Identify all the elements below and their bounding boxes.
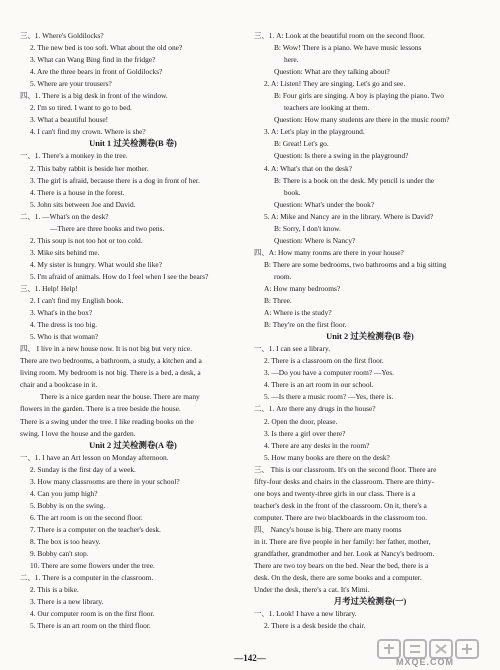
text-line: fifty-four desks and chairs in the classroom. There are thirty- bbox=[254, 476, 435, 486]
text-line: 2. Open the door, please. bbox=[264, 416, 338, 426]
text-line: 8. The box is too heavy. bbox=[30, 536, 101, 546]
text-line: grandfather, grandmother and her. Look at Nancy's bedroom. bbox=[254, 549, 435, 559]
text-line: living room. My bedroom is not big. There is a bed, a desk, a bbox=[20, 368, 201, 378]
text-line: computer. There are two blackboards in the classroom too. bbox=[254, 512, 428, 522]
text-line: 一、1. Look! I have a new library. bbox=[254, 609, 357, 619]
text-line: 4. There is a house in the forest. bbox=[30, 187, 125, 197]
text-line: Question: How many students are there in the music room? bbox=[274, 115, 450, 125]
text-line: 2. This soup is not too hot or too cold. bbox=[30, 235, 143, 245]
text-line: Question: What's under the book? bbox=[274, 199, 375, 209]
text-line: 二、1. —What's on the desk? bbox=[20, 211, 109, 221]
text-line: 一、1. There's a monkey in the tree. bbox=[20, 151, 128, 161]
text-line: 三、1. Help! Help! bbox=[20, 283, 78, 293]
text-line: B: Wow! There is a piano. We have music lessons bbox=[274, 43, 422, 53]
text-line: flowers in the garden. There is a tree beside the house. bbox=[20, 404, 181, 414]
text-line: B: Great! Let's go. bbox=[274, 139, 329, 149]
text-line: 2. The new bed is too soft. What about the old one? bbox=[30, 43, 183, 53]
text-line: chair and a bookcase in it. bbox=[20, 380, 98, 390]
text-line: desk. On the desk, there are some books and a computer. bbox=[254, 573, 422, 583]
watermark-text: MXQE.COM bbox=[396, 657, 455, 667]
text-line: 三、1. Where's Goldilocks? bbox=[20, 31, 104, 40]
text-line: Question: What are they talking about? bbox=[274, 67, 390, 77]
text-line: 5. I'm afraid of animals. How do I feel when I see the bears? bbox=[30, 271, 209, 281]
text-line: 二、1. There is a computer in the classroom. bbox=[20, 573, 154, 583]
text-line: There is a nice garden near the house. There are many bbox=[40, 392, 200, 402]
text-line: 2. There is a classroom on the first floor. bbox=[264, 356, 384, 366]
text-line: 4. The dress is too big. bbox=[30, 320, 97, 330]
section-heading: Unit 1 过关检测卷(B 卷) bbox=[89, 139, 177, 149]
text-line: There are two toy bears on the bed. Near the bed, there is a bbox=[254, 561, 429, 571]
text-line: —There are three books and two pens. bbox=[50, 223, 165, 233]
text-line: 二、1. Are there any drugs in the house? bbox=[254, 404, 376, 414]
text-line: 2. There is a desk beside the chair. bbox=[264, 621, 366, 631]
text-line: in it. There are five people in her family: her father, mother, bbox=[254, 536, 431, 546]
text-line: teacher's desk in the front of the classroom. On it, there's a bbox=[254, 500, 427, 510]
text-line: 四、1. There is a big desk in front of the window. bbox=[20, 91, 168, 101]
text-line: Under the desk, there's a cat. It's Mimi. bbox=[254, 585, 370, 595]
text-line: 4. My sister is hungry. What would she like? bbox=[30, 259, 162, 269]
text-line: 3. What can Wang Bing find in the fridge? bbox=[30, 55, 156, 65]
text-line: 三、1. A: Look at the beautiful room on the second floor. bbox=[254, 31, 425, 40]
text-line: B: There is a book on the desk. My pencil is under the bbox=[274, 175, 435, 185]
text-line: There is a swing under the tree. I like reading books on the bbox=[20, 416, 194, 426]
text-line: B: There are some bedrooms, two bathrooms and a big sitting bbox=[264, 259, 447, 269]
text-line: 4. I can't find my crown. Where is she? bbox=[30, 127, 146, 137]
text-line: 9. Bobby can't stop. bbox=[30, 549, 89, 559]
text-line: 3. A: Let's play in the playground. bbox=[264, 127, 365, 137]
text-line: B: They're on the first floor. bbox=[264, 320, 347, 330]
text-line: B: Sorry, I don't know. bbox=[274, 223, 341, 233]
text-line: 3. There is a new library. bbox=[30, 597, 104, 607]
text-line: 一、1. I have an Art lesson on Monday afternoon. bbox=[20, 452, 169, 462]
text-line: 3. How many classrooms are there in your school? bbox=[30, 476, 180, 486]
text-line: 四、 I live in a new house now. It is not big but very nice. bbox=[20, 344, 192, 354]
text-line: 4. Are the three bears in front of Goldilocks? bbox=[30, 67, 163, 77]
left-column bbox=[20, 30, 246, 632]
text-line: A: Where is the study? bbox=[264, 308, 332, 318]
text-line: 2. This is a bike. bbox=[30, 585, 79, 595]
text-line: 5. —Is there a music room? —Yes, there is. bbox=[264, 392, 394, 402]
text-line: 4. There is an art room in our school. bbox=[264, 380, 374, 390]
section-heading: Unit 2 过关检测卷(A 卷) bbox=[89, 440, 177, 450]
text-line: 5. A: Mike and Nancy are in the library. Where is David? bbox=[264, 211, 434, 221]
text-line: 3. The girl is afraid, because there is a dog in front of her. bbox=[30, 175, 200, 185]
text-line: 2. I'm so tired. I want to go to bed. bbox=[30, 103, 132, 113]
right-column bbox=[254, 30, 486, 632]
text-line: 4. Can you jump high? bbox=[30, 488, 98, 498]
text-line: 三、 This is our classroom. It's on the second floor. There are bbox=[254, 464, 437, 474]
text-line: 5. Where are your trousers? bbox=[30, 79, 112, 89]
text-line: 5. Bobby is on the swing. bbox=[30, 500, 106, 510]
text-line: swing. I love the house and the garden. bbox=[20, 428, 136, 438]
text-line: B: Four girls are singing. A boy is playing the piano. Two bbox=[274, 91, 444, 101]
text-line: 5. There is an art room on the third floor. bbox=[30, 621, 151, 631]
text-line: 3. What a beautiful house! bbox=[30, 115, 109, 125]
text-line: 3. Mike sits behind me. bbox=[30, 247, 100, 257]
text-line: 四、A: How many rooms are there in your house? bbox=[254, 247, 404, 257]
text-line: 四、 Nancy's house is big. There are many rooms bbox=[254, 524, 402, 534]
text-line: 3. What's in the box? bbox=[30, 308, 93, 318]
text-line: 4. There are any desks in the room? bbox=[264, 440, 370, 450]
text-line: 2. A: Listen! They are singing. Let's go and see. bbox=[264, 79, 406, 89]
text-line: 7. There is a computer on the teacher's desk. bbox=[30, 524, 161, 534]
text-line: 2. I can't find my English book. bbox=[30, 296, 124, 306]
text-line: 2. This baby rabbit is beside her mother. bbox=[30, 163, 149, 173]
text-line: 5. How many books are there on the desk? bbox=[264, 452, 390, 462]
section-heading: Unit 2 过关检测卷(B 卷) bbox=[326, 332, 414, 342]
text-line: Question: Is there a swing in the playground? bbox=[274, 151, 409, 161]
text-line: book. bbox=[284, 187, 301, 197]
text-line: 4. Our computer room is on the first floor. bbox=[30, 609, 155, 619]
text-line: 10. There are some flowers under the tree. bbox=[30, 561, 155, 571]
text-line: 3. —Do you have a computer room? —Yes. bbox=[264, 368, 394, 378]
text-line: 3. Is there a girl over there? bbox=[264, 428, 346, 438]
text-line: Question: Where is Nancy? bbox=[274, 235, 356, 245]
text-line: 6. The art room is on the second floor. bbox=[30, 512, 143, 522]
text-line: There are two bedrooms, a bathroom, a study, a kitchen and a bbox=[20, 356, 202, 366]
text-line: 5. Who is that woman? bbox=[30, 332, 99, 342]
text-line: room. bbox=[274, 271, 292, 281]
text-line: teachers are looking at them. bbox=[284, 103, 370, 113]
text-line: 一、1. I can see a library. bbox=[254, 344, 331, 354]
text-line: here. bbox=[284, 55, 299, 65]
text-line: 4. A: What's that on the desk? bbox=[264, 163, 353, 173]
page-number: —142— bbox=[234, 653, 266, 663]
text-line: 5. John sits between Joe and David. bbox=[30, 199, 136, 209]
text-line: A: How many bedrooms? bbox=[264, 283, 341, 293]
text-line: 2. Sunday is the first day of a week. bbox=[30, 464, 136, 474]
text-line: one boys and twenty-three girls in our class. There is a bbox=[254, 488, 416, 498]
text-line: B: Three. bbox=[264, 296, 292, 306]
section-heading: 月考过关检测卷(一) bbox=[333, 597, 407, 607]
